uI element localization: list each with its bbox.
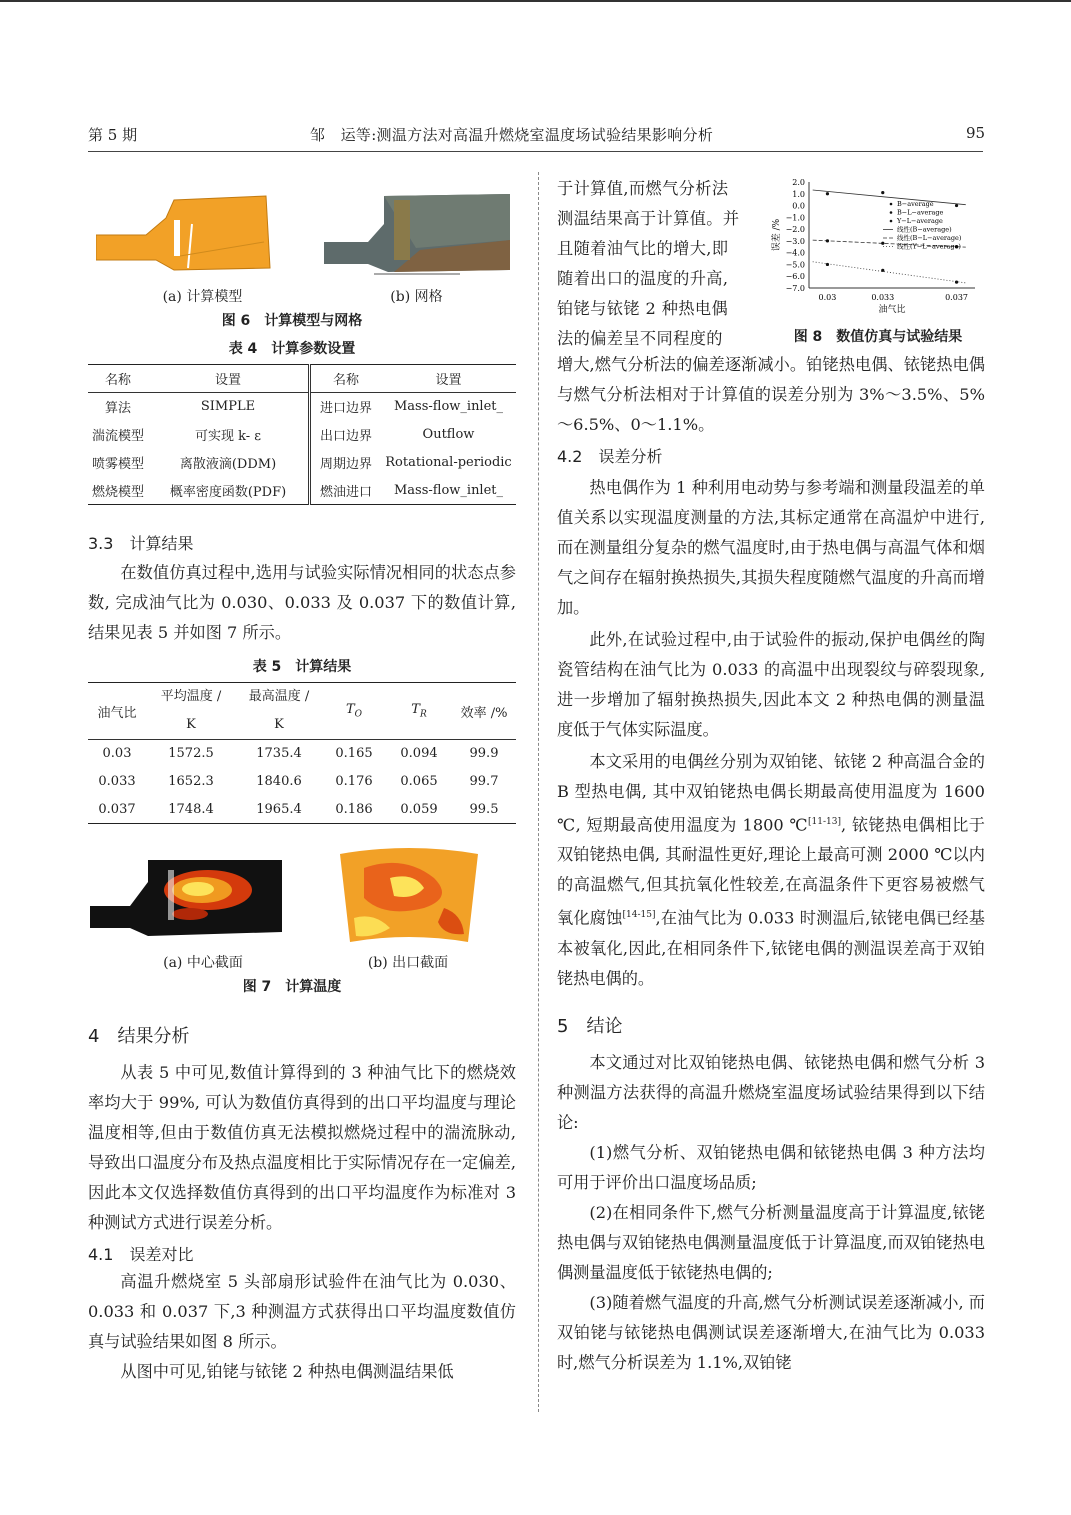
table-cell: 0.186: [335, 801, 373, 817]
table-header-line: 平均温度 /: [160, 689, 222, 704]
table-header: [236, 683, 322, 740]
table-cell: 1652.3: [168, 774, 214, 789]
table-cell: 0.037: [98, 801, 136, 817]
legend-marker: [890, 220, 893, 223]
legend-entry: 线性(Y−L−average): [897, 242, 961, 251]
table-header: 设置: [214, 373, 241, 388]
legend-entry: B−average: [897, 200, 934, 208]
table-header: [322, 683, 386, 740]
table-5-caption: 表 5 计算结果: [252, 659, 352, 675]
section-3-3-title: 3.3 计算结果: [88, 534, 194, 553]
text-line: 于计算值,而燃气分析法: [557, 179, 729, 198]
y-tick-label: −5.0: [785, 260, 805, 270]
section-4-1-paragraph-2: 从图中可见,铂铑与铱铑 2 种热电偶测温结果低: [120, 1362, 454, 1381]
x-tick-label: 0.033: [871, 293, 895, 302]
table-header-line: K: [274, 717, 284, 732]
text-line: 随着出口的温度的升高,: [557, 269, 729, 288]
y-tick-label: 2.0: [792, 178, 805, 187]
y-tick-label: −4.0: [785, 248, 805, 258]
table-cell: 0.165: [335, 746, 373, 762]
data-point: [881, 191, 884, 194]
figure-7-subcaptions: [88, 952, 516, 972]
x-axis-label: 油气比: [878, 305, 906, 315]
table-header-symbol: T: [411, 702, 420, 718]
wrapped-text: [557, 174, 762, 354]
legend-marker: [890, 203, 893, 206]
table-header-line: K: [186, 717, 196, 732]
section-4-1-paragraph-continued: 增大,燃气分析法的偏差逐渐减小。铂铑热电偶、铱铑热电偶与燃气分析法相对于计算值的误差分别为 3%～3.5%、5%～6.5%、0～1.1%。: [557, 355, 985, 434]
issue-number: 第 5 期: [88, 126, 138, 144]
table-cell: 1735.4: [256, 746, 302, 762]
y-tick-label: 0.0: [792, 201, 805, 211]
table-cell: 0.094: [400, 746, 438, 762]
section-4-2-paragraph-3: [557, 747, 985, 994]
data-point: [955, 281, 958, 284]
fig7-sub-b: (b) 出口截面: [367, 955, 449, 971]
fig6-sub-a: (a) 计算模型: [162, 289, 243, 305]
section-4-2-title: 4.2 误差分析: [557, 447, 663, 466]
mesh-image: [324, 190, 514, 280]
figure-6-caption: 图 6 计算模型与网格: [221, 313, 363, 329]
table-row: [88, 421, 516, 449]
section-5-paragraph-3: (2)在相同条件下,燃气分析测量温度高于计算温度,铱铑热电偶与双铂铑热电偶测量温度低于计算温度,而双铂铑热电偶测量温度低于铱铑热电偶的;: [557, 1202, 985, 1282]
section-4-2-paragraph-1: 热电偶作为 1 种利用电动势与参考端和测量段温差的单值关系以实现温度测量的方法,其标定通常在高温炉中进行, 而在测量组分复杂的燃气温度时,由于热电偶与高温气体和烟气之间存在辐射换热损失,其损失程度随燃气温度的升高而增加。: [557, 478, 985, 617]
x-tick-label: 0.037: [945, 293, 969, 302]
table-cell: 1748.4: [168, 801, 214, 817]
table-header-line: 最高温度 /: [248, 689, 310, 704]
y-tick-label: −7.0: [785, 284, 805, 293]
data-point: [826, 239, 829, 242]
table-cell: 99.9: [469, 746, 499, 762]
computation-model-image: [96, 190, 274, 280]
y-tick-label: −2.0: [785, 225, 805, 235]
text-line: 测温结果高于计算值。并: [557, 209, 740, 228]
citation-ref: [14-15]: [622, 910, 656, 921]
table-row: [88, 449, 516, 477]
legend-entry: 线性(B−L−average): [897, 234, 962, 242]
table-cell: 进口边界: [310, 393, 382, 421]
text-line: 法的偏差呈不同程度的: [557, 329, 723, 348]
table-header: 设置: [435, 373, 462, 388]
table-cell: 喷雾模型: [91, 457, 144, 472]
table-cell: 1965.4: [256, 801, 302, 817]
figure-7-images: [88, 848, 516, 948]
table-cell: 0.059: [400, 801, 438, 817]
table-cell: 概率密度函数(PDF): [169, 484, 287, 500]
paragraph-text: , 铱铑热电偶相比于双铂铑热电偶, 其耐温性更好,理论上最高可测 2000 ℃以内的高温燃气,但其抗氧化性较差,在高温条件下更容易被燃气氧化腐蚀: [557, 815, 985, 928]
table-header-symbol: T: [345, 702, 355, 718]
table-cell: Mass-flow_inlet_: [393, 399, 504, 415]
trend-line: [813, 190, 966, 205]
table-row: [88, 477, 516, 505]
figure-7-caption: 图 7 计算温度: [242, 979, 342, 995]
data-point: [881, 242, 884, 245]
table-row: [88, 740, 516, 768]
data-point: [955, 204, 958, 207]
table-cell: 出口边界: [310, 421, 382, 449]
table-row: [88, 393, 516, 421]
y-tick-label: −1.0: [785, 213, 805, 223]
table-4-caption: 表 4 计算参数设置: [228, 341, 356, 357]
table-cell: 0.176: [335, 774, 373, 789]
table-cell: 1572.5: [168, 746, 214, 762]
paragraph-text: ,在油气比为 0.033 时测温后,铱铑电偶已经基本被氧化,因此,在相同条件下,铱铑电偶的测温误差高于双铂铑热电偶的。: [557, 908, 985, 988]
table-cell: 99.5: [469, 801, 499, 817]
table-cell: 可实现 k- ε: [194, 429, 262, 444]
y-tick-label: 1.0: [792, 189, 805, 199]
table-header: 名称: [104, 373, 131, 388]
table-cell: 0.065: [400, 774, 438, 789]
wrap-block: [557, 170, 985, 350]
table-cell: 99.7: [469, 774, 499, 789]
legend-entry: 线性(B−average): [897, 225, 952, 234]
table-cell: 0.033: [98, 774, 136, 789]
section-4-paragraph: 从表 5 中可见,数值计算得到的 3 种油气比下的燃烧效率均大于 99%, 可认为数值仿真得到的出口平均温度与理论温度相等,但由于数值仿真无法模拟燃烧过程中的湍流脉动,导致出口温度分布及热点温度相比于实际情况存在一定偏差,因此本文仅选择数值仿真得到的出口平均温度作为标准对 3 种测试方式进行误差分析。: [88, 1063, 516, 1232]
table-row: [88, 796, 516, 824]
legend-entry: Y−L−average: [897, 217, 943, 225]
section-4-title: 4 结果分析: [88, 1026, 190, 1047]
data-point: [826, 192, 829, 195]
table-row: [88, 683, 516, 740]
trend-line: [813, 262, 966, 283]
table-cell: 湍流模型: [91, 429, 144, 444]
figure-8-caption: 图 8 数值仿真与试验结果: [793, 329, 963, 345]
y-tick-label: −6.0: [785, 272, 805, 282]
section-5-paragraph-1: 本文通过对比双铂铑热电偶、铱铑热电偶和燃气分析 3 种测温方法获得的高温升燃烧室温度场试验结果得到以下结论:: [557, 1052, 985, 1132]
text-line: 且随着油气比的增大,即: [557, 239, 729, 258]
table-4: [88, 364, 516, 505]
section-5-paragraph-2: (1)燃气分析、双铂铑热电偶和铱铑热电偶 3 种方法均可用于评价出口温度场品质;: [557, 1142, 985, 1192]
center-section-temperature-image: [90, 856, 286, 946]
section-4-1-paragraph-1: 高温升燃烧室 5 头部扇形试验件在油气比为 0.030、0.033 和 0.037 下,3 种测温方式获得出口平均温度数值仿真与试验结果如图 8 所示。: [88, 1272, 516, 1351]
table-header-subscript: R: [419, 709, 427, 720]
table-cell: 燃油进口: [310, 477, 382, 505]
paragraph-text: 本文采用的电偶丝分别为双铂铑、铱铑 2 种高温合金的 B 型热电偶, 其中双铂铑热电偶长期最高使用温度为 1600 ℃, 短期最高使用温度为 1800 ℃: [557, 752, 985, 835]
table-5: [88, 682, 516, 824]
text-line: 铂铑与铱铑 2 种热电偶: [557, 299, 729, 318]
table-header: 效率 /%: [460, 705, 508, 721]
citation-ref: [11-13]: [808, 817, 841, 827]
table-header-subscript: O: [354, 709, 363, 720]
table-cell: 周期边界: [310, 449, 382, 477]
table-row: [88, 768, 516, 796]
table-cell: 1840.6: [256, 774, 302, 789]
table-cell: Outflow: [422, 427, 475, 442]
outlet-section-temperature-image: [334, 848, 484, 948]
figure-6-images: [88, 170, 516, 282]
section-5-title: 5 结论: [557, 1015, 623, 1037]
data-point: [826, 263, 829, 266]
left-column: [88, 170, 516, 1387]
legend-entry: B−L−average: [897, 208, 944, 217]
table-cell: 燃烧模型: [91, 484, 144, 500]
fig6-sub-b: (b) 网格: [390, 289, 443, 305]
table-header: 油气比: [97, 705, 137, 721]
legend-marker: [890, 211, 893, 214]
y-tick-label: −3.0: [785, 236, 805, 246]
section-5-paragraph-4: (3)随着燃气温度的升高,燃气分析测试误差逐渐减小, 而双铂铑与铱铑热电偶测试误差逐渐增大,在油气比为 0.033 时,燃气分析误差为 1.1%,双铂铑: [557, 1292, 985, 1372]
column-divider: [538, 172, 539, 1412]
table-cell: Rotational-periodic: [385, 455, 512, 470]
section-3-3-paragraph: 在数值仿真过程中,选用与试验实际情况相同的状态点参数, 完成油气比为 0.030、0.033 及 0.037 下的数值计算,结果见表 5 并如图 7 所示。: [88, 563, 516, 642]
figure-6-subcaptions: [88, 286, 516, 306]
header-rule: [88, 151, 983, 152]
fig7-sub-a: (a) 中心截面: [163, 955, 243, 971]
table-header: 名称: [310, 365, 382, 393]
table-cell: Mass-flow_inlet_: [393, 482, 504, 498]
table-cell: 离散液滴(DDM): [179, 457, 277, 472]
table-cell: 0.03: [102, 746, 132, 762]
section-4-2-paragraph-2: 此外,在试验过程中,由于试验件的振动,保护电偶丝的陶瓷管结构在油气比为 0.033 的高温中出现裂纹与碎裂现象,进一步增加了辐射换热损失,因此本文 2 种热电偶的测量温度低于气体实际温度。: [557, 630, 985, 739]
top-border: [0, 0, 1071, 2]
section-4-1-title: 4.1 误差对比: [88, 1245, 194, 1264]
running-title: 邹 运等:测温方法对高温升燃烧室温度场试验结果影响分析: [310, 126, 714, 144]
data-point: [881, 269, 884, 272]
right-column: [557, 170, 985, 1378]
table-header: [146, 683, 236, 740]
y-axis-label: 误差 /%: [772, 218, 782, 252]
x-tick-label: 0.03: [818, 293, 837, 302]
table-row: [88, 365, 516, 393]
table-header: [386, 683, 452, 740]
page-number: 95: [966, 124, 986, 142]
table-cell: SIMPLE: [200, 399, 256, 415]
table-cell: 算法: [104, 401, 131, 417]
figure-8-chart: [763, 170, 985, 320]
